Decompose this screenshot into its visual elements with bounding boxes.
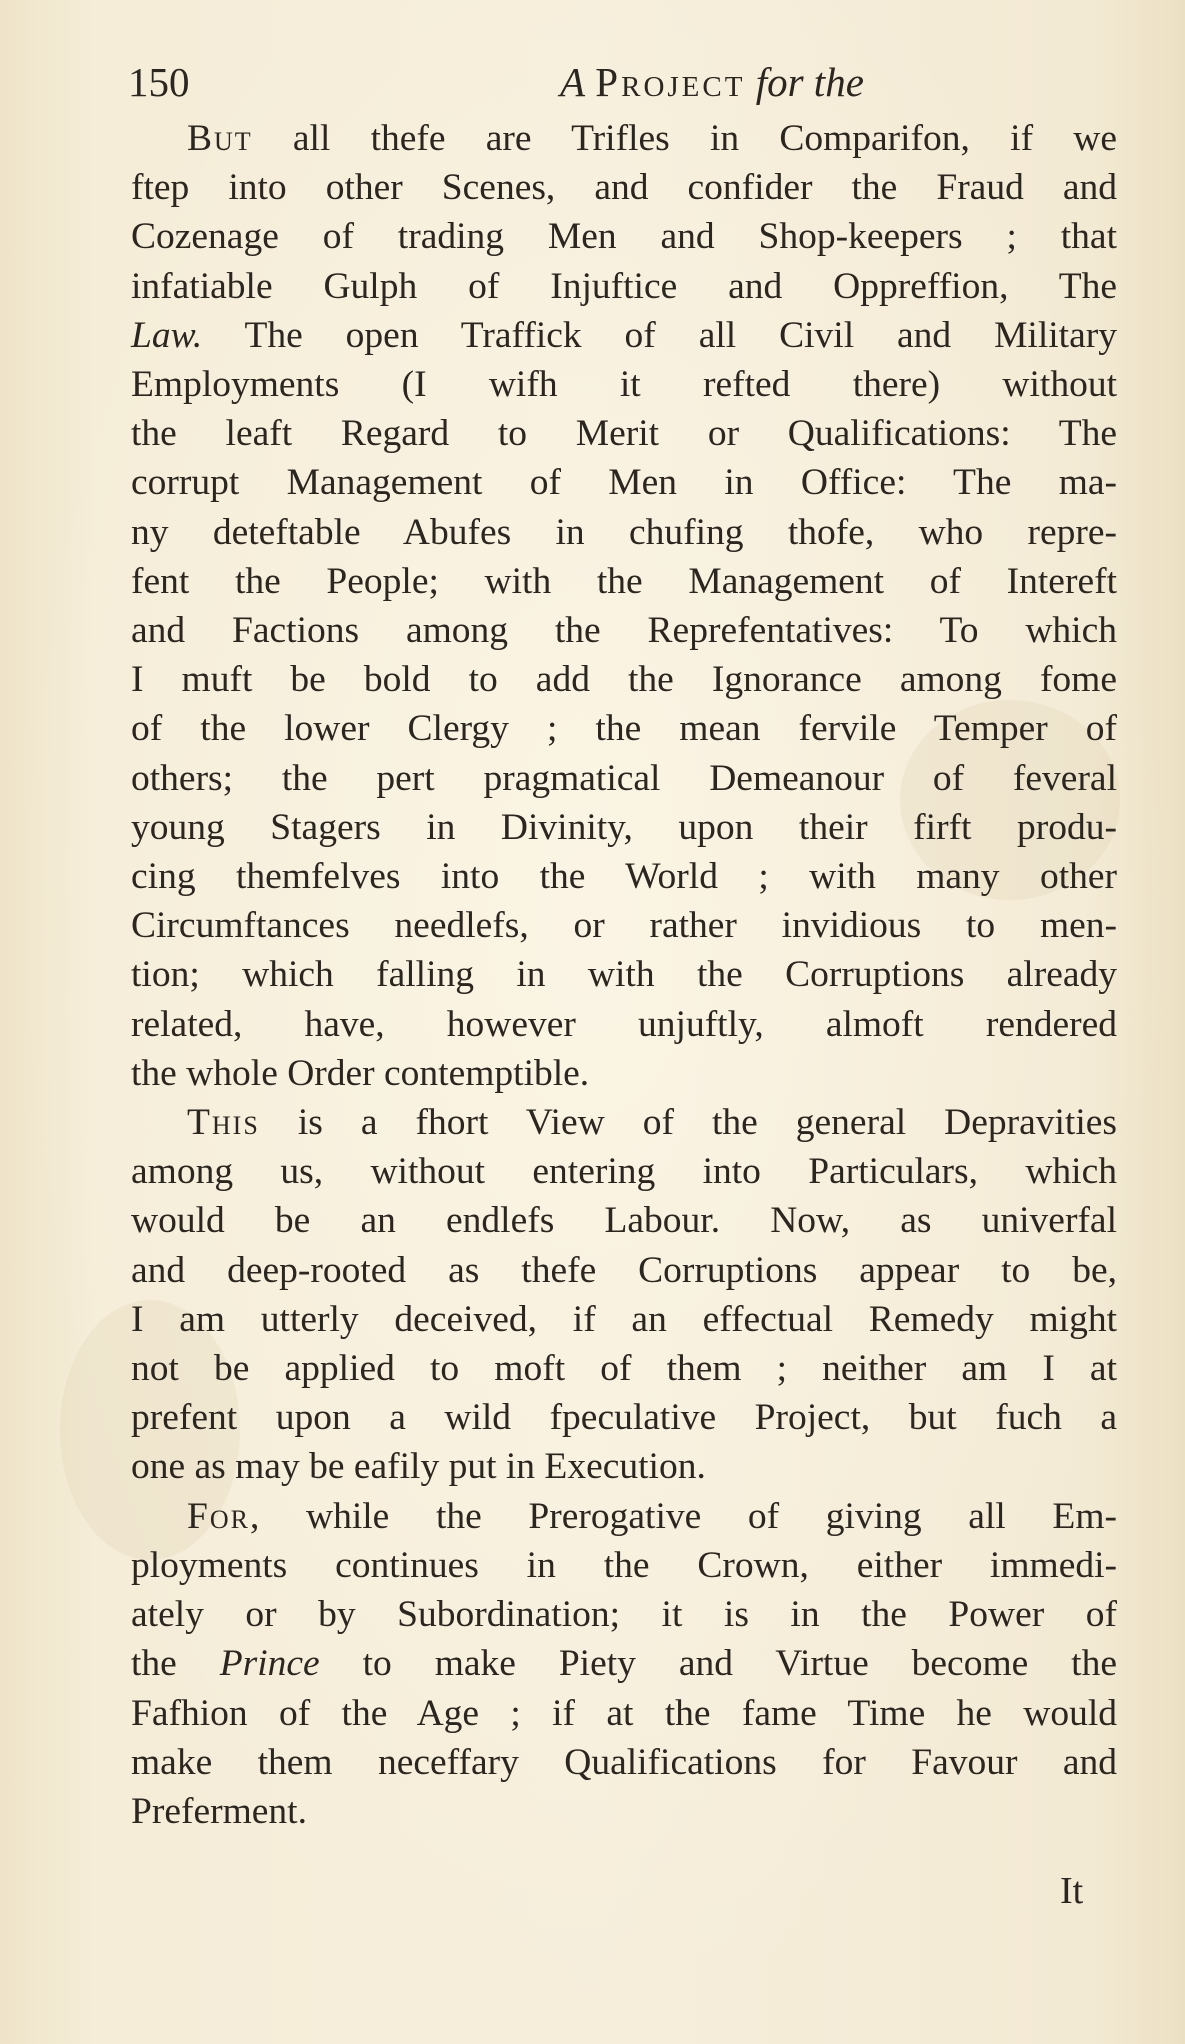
running-head-article: A [560,59,586,105]
text-line: ately or by Subordination; it is in the Power of [131,1594,1117,1636]
text-line: tion; which falling in with the Corruptions already [131,954,1117,996]
text-line: ny deteftable Abufes in chufing thofe, who repre- [131,511,1117,553]
paragraph-lead-word: This [187,1102,260,1144]
text-line: Law. The open Traffick of all Civil and Military [131,314,1117,356]
page-header [128,52,1028,112]
text-line: and Factions among the Reprefentatives: To which [131,610,1117,652]
text-line: of the lower Clergy ; the mean fervile Temper of [131,708,1117,750]
catchword: It [1060,1870,1084,1912]
paragraph-3 [131,1492,1117,1836]
body-text [131,114,1117,1836]
running-head-title: Project [595,59,746,105]
running-head [560,52,864,112]
text-line: I muft be bold to add the Ignorance among fome [131,659,1117,701]
text-line: Cozenage of trading Men and Shop-keepers ; that [131,216,1117,258]
paragraph-2 [131,1098,1117,1492]
text-line: I am utterly deceived, if an effectual Remedy might [131,1298,1117,1340]
text-line: the leaft Regard to Merit or Qualifications: The [131,413,1117,455]
text-line: ployments continues in the Crown, either immedi- [131,1544,1117,1586]
text-line: For, while the Prerogative of giving all Em- [187,1495,1117,1537]
text-line: cing themfelves into the World ; with many other [131,856,1117,898]
text-line: corrupt Management of Men in Office: The ma- [131,462,1117,504]
italic-word-law: Law. [131,314,203,356]
italic-word-prince: Prince [219,1643,320,1685]
text-line: the whole Order contemptible. [131,1052,590,1094]
text-line: would be an endlefs Labour. Now, as univerfal [131,1200,1117,1242]
text-line: ftep into other Scenes, and confider the Fraud and [131,167,1117,209]
paragraph-1 [131,114,1117,1098]
text-line: the Prince to make Piety and Virtue become the [131,1643,1117,1685]
text-line: Employments (I wifh it refted there) without [131,364,1117,406]
paragraph-lead-word: But [187,118,253,159]
text-line: fent the People; with the Management of Intereft [131,560,1117,602]
page-number: 150 [128,59,190,105]
running-head-rest: for the [755,59,864,105]
text-line: not be applied to moft of them ; neither am I at [131,1348,1117,1390]
text-line: others; the pert pragmatical Demeanour of feveral [131,757,1117,799]
paragraph-lead-word: For [187,1495,250,1537]
text-line: This is a fhort View of the general Depravities [187,1102,1117,1144]
text-line: prefent upon a wild fpeculative Project, but fuch a [131,1397,1117,1439]
text-line: Preferment. [131,1790,307,1832]
text-line: Circumftances needlefs, or rather invidious to men- [131,905,1117,947]
text-line: Fafhion of the Age ; if at the fame Time he would [131,1692,1117,1734]
text-line: and deep-rooted as thefe Corruptions appear to be, [131,1249,1117,1291]
text-line: related, have, however unjuftly, almoft rendered [131,1003,1117,1045]
text-line: young Stagers in Divinity, upon their firft produ- [131,806,1117,848]
text-line: among us, without entering into Particulars, which [131,1151,1117,1193]
text-line: infatiable Gulph of Injuftice and Oppreffion, The [131,265,1117,307]
text-line: But all thefe are Trifles in Comparifon, if we [187,118,1117,159]
text-line: make them neceffary Qualifications for Favour and [131,1741,1117,1783]
text-line: one as may be eafily put in Execution. [131,1446,706,1488]
